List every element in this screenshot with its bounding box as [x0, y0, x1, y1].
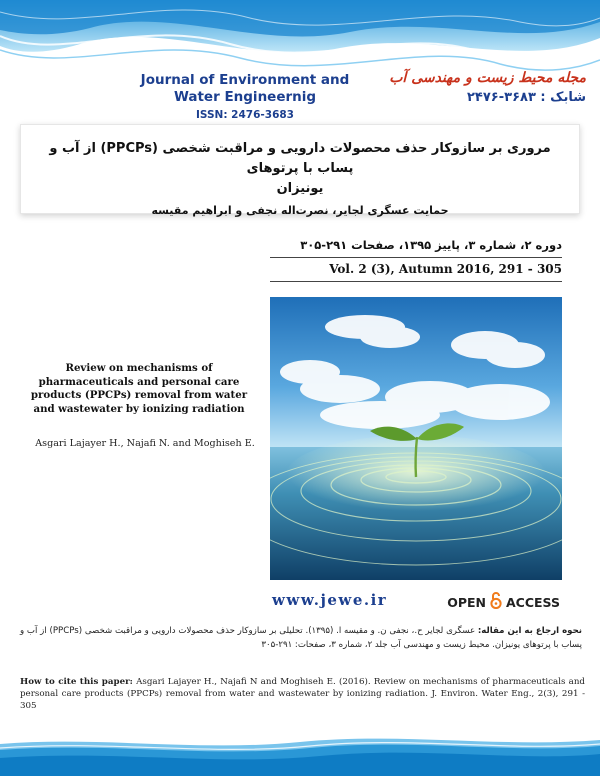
article-title-en: Review on mechanisms of pharmaceuticals and personal care products (PPCPs) removal from water and wastewater by ionizing radiation [30, 362, 248, 415]
citation-en-text: Asgari Lajayer H., Najafi N and Moghiseh E. (2016). Review on mechanisms of pharmaceuticals and personal care products (PPCPs) removal from water and wastewater by ionizing radiation. J. Environ. Water Eng., 2(3), 291 - 305 [20, 677, 585, 711]
journal-name-en [140, 72, 350, 122]
journal-issn: ISSN: 2476-3683 [195, 109, 294, 121]
article-authors-en: Asgari Lajayer H., Najafi N. and Moghiseh E. [35, 438, 255, 449]
footer-wave-band [0, 730, 600, 776]
volume-fa: دوره ۲، شماره ۳، پاییز ۱۳۹۵، صفحات ۲۹۱-۳۰۵ [300, 238, 562, 252]
volume-divider-bottom [270, 281, 562, 282]
journal-name-en-line1: Journal of Environment and [140, 72, 350, 88]
citation-fa-text: عسگری لجایر ح.، نجفی ن. و مقیسه ا. (۱۳۹۵). تحلیلی بر سازوکار حذف محصولات دارویی و مراقبت شخصی (PPCPs) از آب و پساب با پرتوهای یونیزان. محیط زیست و مهندسی آب جلد ۲، شماره ۳، صفحات: ۲۹۱-۳۰۵ [20, 626, 582, 650]
article-title-fa-line1: مروری بر سازوکار حذف محصولات دارویی و مراقبت شخصی (PPCPs) از آب و پساب با پرتوهای [49, 141, 551, 176]
open-access-prefix: OPEN [447, 594, 486, 610]
article-title-fa-line2: یونیزان [276, 181, 324, 196]
website-link[interactable]: www.jewe.ir [272, 591, 388, 609]
volume-divider-top [270, 257, 562, 258]
journal-shabak-fa: شابک : ۳۶۸۳-۲۴۷۶ [466, 90, 586, 105]
journal-name-fa-title: مجله محیط زیست و مهندسی آب [389, 70, 586, 86]
citation-fa [20, 624, 582, 652]
article-title-box [20, 124, 580, 217]
citation-fa-label: نحوه ارجاع به این مقاله: [477, 626, 582, 636]
cover-illustration [270, 297, 562, 580]
volume-en: Vol. 2 (3), Autumn 2016, 291 - 305 [329, 262, 562, 276]
journal-name-fa [356, 68, 586, 108]
open-access-suffix: ACCESS [505, 594, 560, 610]
open-access-badge [447, 592, 560, 612]
article-title-fa [21, 139, 579, 199]
article-authors-fa: حمایت عسگری لجایر، نصرت‌اله نجفی و ابراهیم مقیسه [151, 204, 449, 217]
journal-name-en-line2: Water Engineernig [173, 89, 317, 105]
open-access-lock-icon [490, 592, 502, 612]
citation-en-label: How to cite this paper: [20, 677, 133, 687]
citation-en [20, 676, 585, 712]
